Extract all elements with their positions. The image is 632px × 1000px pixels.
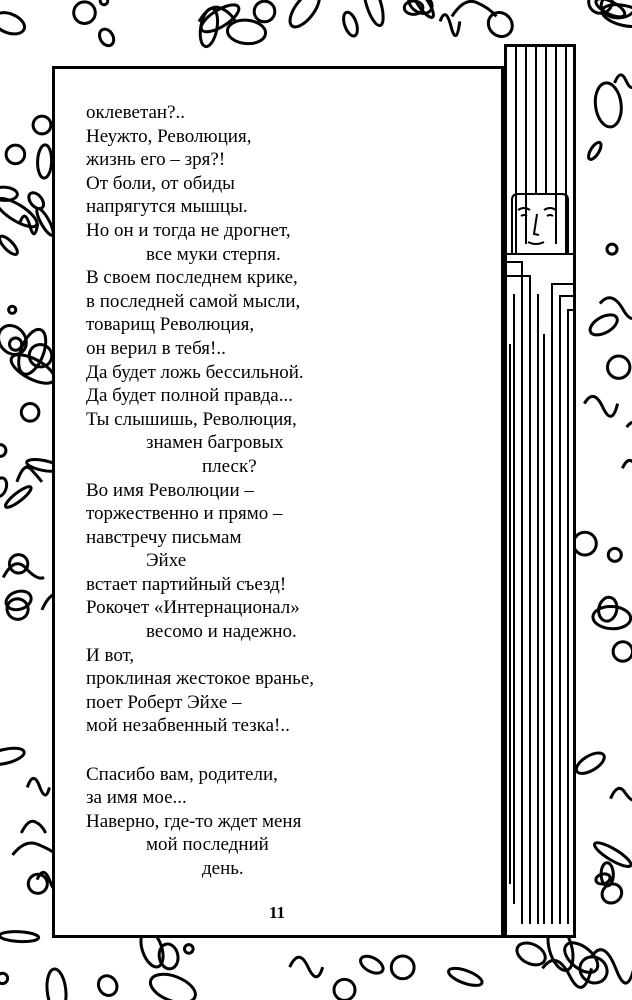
poem-line: знамен багровых: [146, 432, 284, 454]
poem-line: напрягутся мышцы.: [86, 196, 248, 218]
poem-line: навстречу письмам: [86, 526, 242, 548]
poem-line: плеск?: [202, 455, 257, 477]
poem-line: От боли, от обиды: [86, 172, 235, 194]
poem-line: оклеветан?..: [86, 102, 186, 123]
poem-line: Ты слышишь, Революция,: [86, 408, 297, 430]
poem-line: Да будет ложь бессильной.: [86, 361, 304, 383]
poem-line: день.: [202, 857, 244, 879]
poem-line: Но он и тогда не дрогнет,: [86, 219, 291, 241]
poem-line: все муки стерпя.: [146, 243, 281, 265]
poem-line: И вот,: [86, 644, 135, 666]
poem-line: Рокочет «Интернационал»: [86, 597, 300, 619]
poem-line: мой незабвенный тезка!..: [86, 715, 290, 737]
poem-line: Спасибо вам, родители,: [86, 763, 278, 785]
stanza-break: [86, 738, 486, 763]
poem-line: В своем последнем крике,: [86, 267, 298, 289]
poem-line: Эйхе: [146, 550, 187, 572]
poem-line: жизнь его – зря?!: [86, 149, 226, 171]
poem-line: встает партийный съезд!: [86, 573, 287, 595]
poem-line: Неужто, Революция,: [86, 125, 252, 147]
poem-line: Да будет полной правда...: [86, 385, 293, 407]
poem-line: он верил в тебя!..: [86, 337, 226, 359]
decorative-art-deco-strip: [504, 44, 576, 938]
poem-line: Во имя Революции –: [86, 479, 254, 501]
poem-line: проклиная жестокое вранье,: [86, 668, 315, 690]
page-number: 11: [268, 903, 286, 922]
poem-line: торжественно и прямо –: [86, 503, 283, 525]
poem-line: товарищ Революция,: [86, 314, 255, 336]
poem-line: за имя мое...: [86, 787, 187, 809]
poem-text: [86, 101, 486, 881]
poem-line: Наверно, где-то ждет меня: [86, 810, 302, 832]
poem-line: мой последний: [146, 834, 269, 856]
poem-line: весомо и надежно.: [146, 621, 297, 643]
poem-line: поет Роберт Эйхе –: [86, 691, 242, 713]
poem-line: в последней самой мысли,: [86, 290, 301, 312]
